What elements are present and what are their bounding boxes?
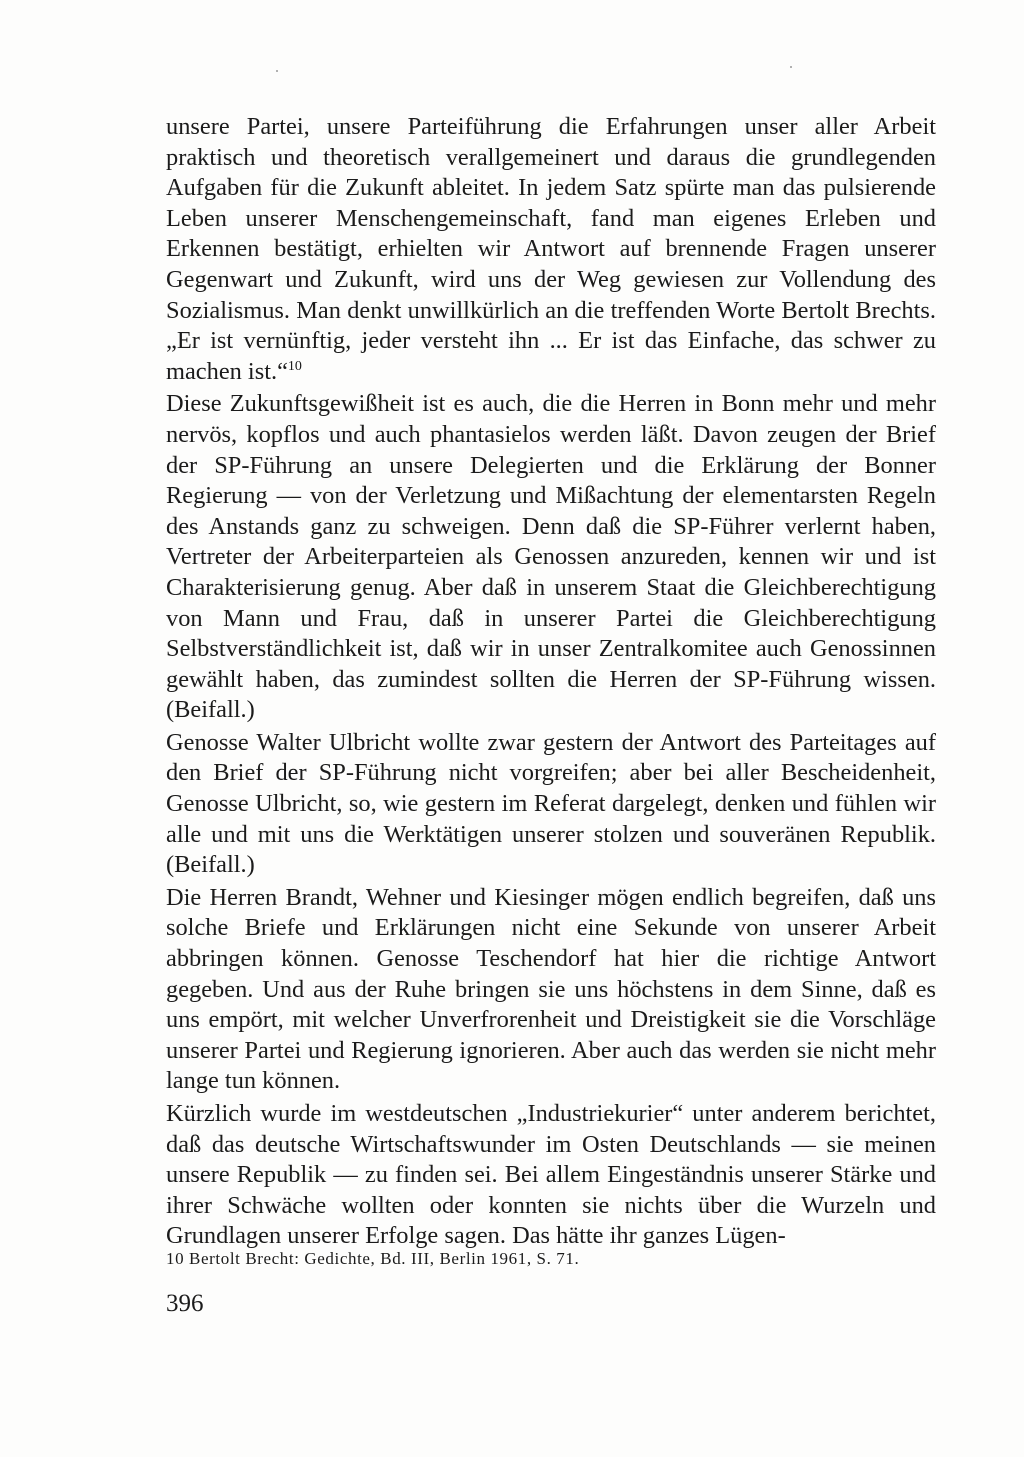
paragraph-1: [166, 112, 936, 387]
paragraph-4: Die Herren Brandt, Wehner und Kiesinger mögen endlich begreifen, daß uns solche Briefe und Erklärungen nicht eine Sekunde von unserer Arbeit abbringen können. Genosse Teschendorf hat hier die richtige Antwort gegeben. Und aus der Ruhe bringen sie uns höchstens in dem Sinne, daß es uns empört, mit welcher Unverfrorenheit und Dreistigkeit sie die Vorschläge unserer Partei und Regierung ignorieren. Aber auch das werden sie nicht mehr lange tun können.: [166, 883, 936, 1095]
paragraph-3: Genosse Walter Ulbricht wollte zwar gestern der Antwort des Parteitages auf den Brief der SP-Führung nicht vorgreifen; aber bei aller Bescheidenheit, Genosse Ulbricht, so, wie gestern im Referat dargelegt, denken und fühlen wir alle und mit uns die Werktätigen unserer stolzen und souveränen Republik. (Beifall.): [166, 728, 936, 879]
paragraph-2: Diese Zukunftsgewißheit ist es auch, die die Herren in Bonn mehr und mehr nervös, kopflos und auch phantasielos werden läßt. Davon zeugen der Brief der SP-Führung an unsere Delegierten und die Erklärung der Bonner Regierung — von der Verletzung und Mißachtung der elementarsten Regeln des Anstands ganz zu schweigen. Denn daß die SP-Führer verlernt haben, Vertreter der Arbeiterparteien als Genossen anzureden, kennen wir und ist Charakterisierung genug. Aber daß in unserem Staat die Gleichberechtigung von Mann und Frau, daß in unserer Partei die Gleichberechtigung Selbstverständlichkeit ist, daß wir in unser Zentralkomitee auch Genossinnen gewählt haben, das zumindest sollten die Herren der SP-Führung wissen. (Beifall.): [166, 390, 936, 724]
paragraph-5: Kürzlich wurde im westdeutschen „Industriekurier“ unter anderem berichtet, daß das deutsche Wirtschaftswunder im Osten Deutschlands — sie meinen unsere Republik — zu finden sei. Bei allem Eingeständnis unserer Stärke und ihrer Schwäche wollten oder konnten sie nichts über die Wurzeln und Grundlagen unserer Erfolge sagen. Das hätte ihr ganzes Lügen-: [166, 1100, 936, 1250]
paragraph-1-text: unsere Partei, unsere Parteiführung die Erfahrungen unser aller Arbeit praktisch und theoretisch verallgemeinert und daraus die grundlegenden Aufgaben für die Zukunft ableitet. In jedem Satz spürte man das pulsierende Leben unserer Menschengemeinschaft, fand man eigenes Erleben und Erkennen bestätigt, erhielten wir Antwort auf brennende Fragen unserer Gegenwart und Zukunft, wird uns der Weg gewiesen zur Vollendung des Sozialismus. Man denkt unwillkürlich an die treffenden Worte Bertolt Brechts. „Er ist vernünftig, jeder versteht ihn ... Er ist das Einfache, das schwer zu machen ist.“: [166, 113, 936, 385]
body-text: [166, 112, 936, 1254]
footnote-10: 10 Bertolt Brecht: Gedichte, Bd. III, Berlin 1961, S. 71.: [166, 1249, 580, 1268]
scan-speck: [276, 70, 278, 72]
footnote-reference: 10: [287, 358, 302, 374]
scan-speck: [790, 66, 792, 68]
page-number: 396: [166, 1290, 204, 1317]
